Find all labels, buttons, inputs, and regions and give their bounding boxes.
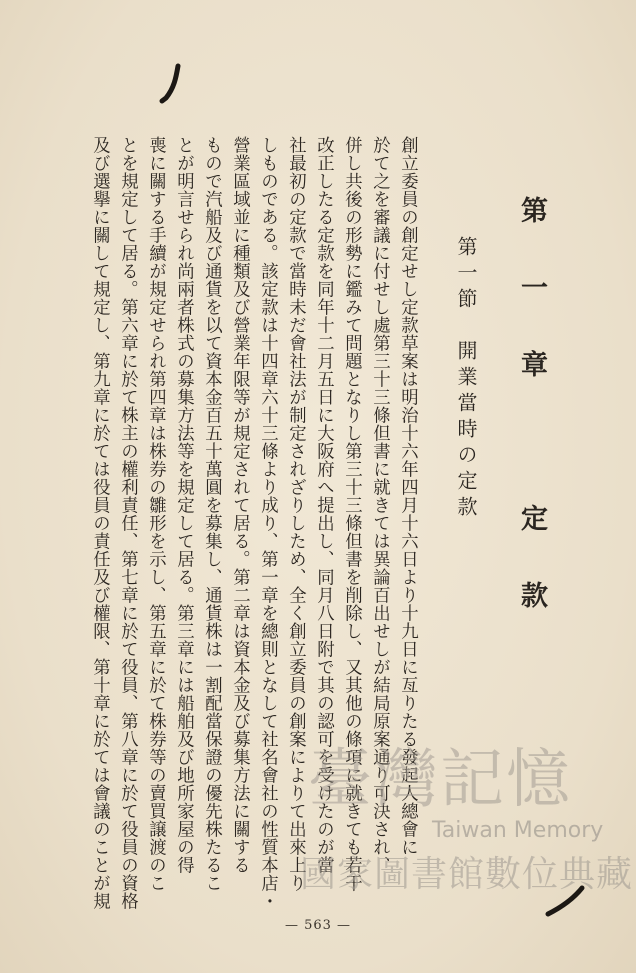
watermark-library: 國家圖書館數位典藏 (300, 854, 634, 895)
body-column-3: 併し共後の形勢に鑑みて問題となりし第三十三條但書を削除し、又其他の條項に就きても若干 (341, 136, 362, 892)
body-column-11: とを規定して居る。第六章に於て株主の權利責任、第七章に於て役員、第八章に於て役員の資格 (117, 136, 138, 910)
body-column-7: 營業區域並に種類及び營業年限等が規定されて居る。第二章は資本金及び募集方法に關する (229, 136, 250, 874)
section-heading (456, 236, 476, 522)
body-column-8: もので汽船及び通貨を以て資本金百五十萬圓を募集し、通貨株は一割配當保證の優先株たるこ (201, 136, 222, 892)
ink-mark-top (156, 62, 186, 104)
watermark-english: Taiwan Memory (432, 818, 604, 843)
body-column-6: しものである。該定款は十四章六十三條より成り、第一章を總則となして社名會社の性質本店・ (257, 136, 278, 910)
page-number: — 563 — (284, 918, 352, 933)
body-column-4: 改正したる定款を同年十二月五日に大阪府へ提出し、同月八日附で其の認可を受けたのが當 (313, 136, 334, 874)
body-column-10: 喪に關する手續が規定せられ第四章は株券の雛形を示し、第五章に於て株券等の賣買譲渡のこ (145, 136, 166, 892)
body-column-1: 創立委員の創定せし定款草案は明治十六年四月十六日より十九日に亙りたる發起人總會に (397, 136, 418, 856)
section-name: 開業當時の定款 (454, 340, 478, 522)
watermark-logo (300, 728, 634, 895)
section-number: 第一節 (454, 236, 478, 314)
body-column-12: 及び選擧に關して規定し、第九章に於ては役員の責任及び權限、第十章に於ては會議のことが規 (89, 136, 110, 910)
chapter-title: 第一章 定款 (516, 196, 547, 658)
watermark-chinese: 臺灣記憶 (308, 743, 572, 817)
body-column-9: とが明言せられ尚兩者株式の募集方法等を規定して居る。第三章には船舶及び地所家屋の得 (173, 136, 194, 874)
body-column-5: 社最初の定款で當時未だ會社法が制定されざりしため、全く創立委員の創案によりて出來上り (285, 136, 306, 892)
body-column-2: 於て之を審議に付せし處第三十三條但書に就きては異論百出せしが結局原案通り可決され、 (369, 136, 390, 874)
